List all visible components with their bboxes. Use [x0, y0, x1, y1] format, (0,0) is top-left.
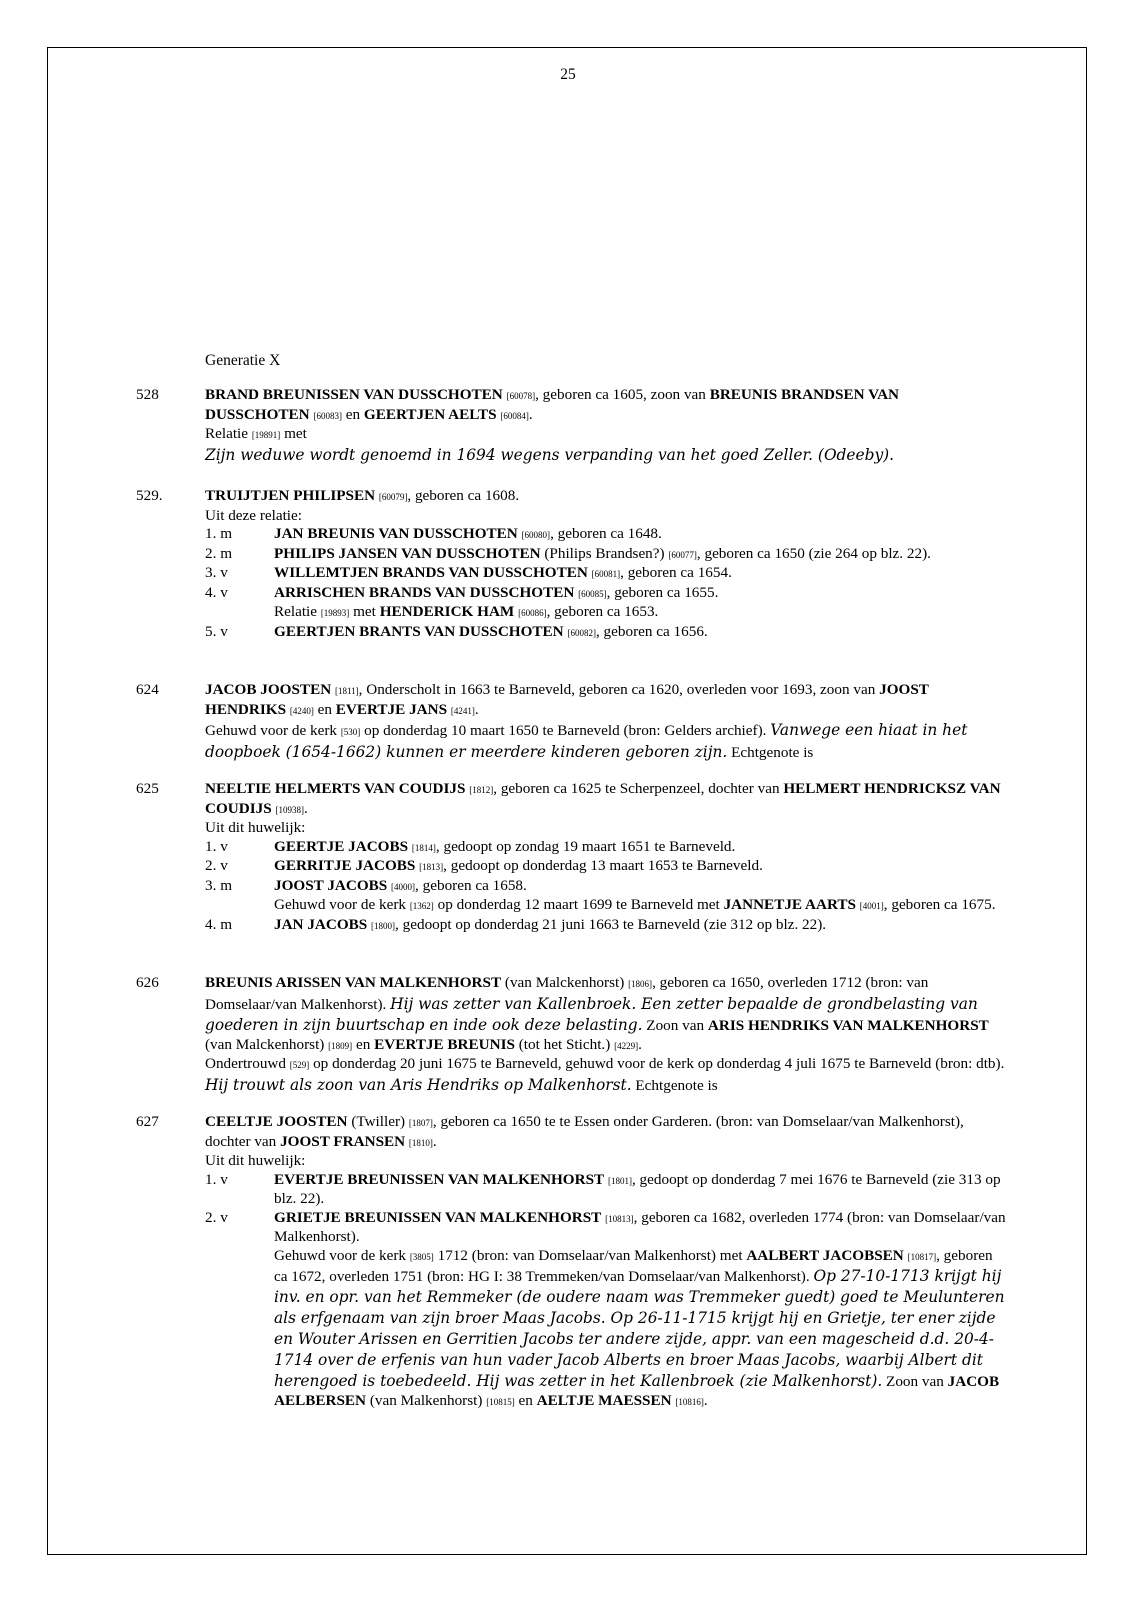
child-id: [1801] — [607, 1175, 632, 1186]
marriage-id: [1362] — [409, 901, 434, 911]
alias: (van Malkenhorst) — [366, 1392, 487, 1409]
partner-name: HENDERICK HAM — [379, 603, 515, 620]
child-id: [60085] — [578, 588, 607, 599]
relation-label: Relatie — [274, 603, 318, 620]
mother-name: EVERTJE JANS — [335, 700, 448, 718]
text: , geboren ca 1653. — [546, 603, 659, 620]
entry-626 — [136, 974, 1006, 1096]
child-name: JOOST JACOBS — [274, 876, 388, 894]
betrothal-id: [529] — [289, 1060, 310, 1070]
father-name: JOOST FRANSEN — [280, 1132, 406, 1150]
text: Zoon van — [642, 1016, 708, 1034]
text: en — [341, 405, 364, 423]
child-alias: (Philips Brandsen?) — [540, 544, 669, 562]
child-id: [10813] — [605, 1213, 634, 1224]
text: op donderdag 20 juni 1675 te Barneveld, gehuwd voor de kerk op donderdag 4 juli 1675 te Barneveld (bron: dtb). — [309, 1055, 1005, 1072]
entry-number: 529. — [136, 487, 163, 504]
entry-number: 627 — [136, 1113, 159, 1130]
generation-heading: Generatie X — [205, 352, 281, 369]
father-name: ARIS HENDRIKS VAN MALKENHORST — [707, 1016, 989, 1034]
text: . — [528, 405, 533, 423]
entry-number: 624 — [136, 681, 159, 698]
child-details: , geboren ca 1648. — [550, 525, 662, 542]
father-id: [1810] — [408, 1137, 433, 1148]
entry-624 — [136, 681, 1006, 763]
alias: (van Malckenhorst) — [205, 1035, 329, 1053]
child-name: ARRISCHEN BRANDS VAN DUSSCHOTEN — [274, 583, 575, 601]
text: , geboren ca 1650 te te Essen onder Garderen. (bron: van Domselaar/van Malkenhorst), dochter van — [205, 1113, 964, 1150]
text: met — [280, 425, 307, 442]
child-name: GEERTJE JACOBS — [274, 837, 409, 855]
child-row — [205, 564, 1006, 584]
text: . — [432, 1132, 437, 1150]
child-relation — [205, 603, 1006, 623]
mother-name: AELTJE MAESSEN — [536, 1392, 672, 1409]
mother-name: EVERTJE BREUNIS — [374, 1035, 515, 1053]
text: . — [303, 799, 308, 817]
relation-id: [19891] — [251, 430, 281, 440]
person-name: BREUNIS ARISSEN VAN MALKENHORST — [205, 974, 502, 991]
text: , geboren ca 1672, overleden 1751 (bron: HG I: 38 Tremmeken/van Domselaar/van Malkenhorst). — [274, 1246, 993, 1285]
text: , geboren ca 1605, zoon van — [535, 386, 710, 403]
note: Zijn weduwe wordt genoemd in 1694 wegens verpanding van het goed Zeller. (Odeeby). — [205, 445, 895, 464]
text: . — [474, 700, 479, 718]
father-name: JOOST HENDRIKS — [205, 681, 929, 718]
child-number: 5. v — [205, 622, 228, 640]
note: Hij trouwt als zoon van Aris Hendriks op Malkenhorst. — [205, 1075, 632, 1094]
entry-number: 626 — [136, 974, 159, 991]
child-row — [205, 916, 1006, 936]
child-number: 2. v — [205, 1208, 228, 1226]
note: Hij was zetter van Kallenbroek. Een zetter bepaalde de grondbelasting van goederen in zijn buurtschap en inde ook deze belasting. — [205, 994, 978, 1034]
father-name: BREUNIS BRANDSEN VAN DUSSCHOTEN — [205, 386, 900, 423]
child-name: JAN BREUNIS VAN DUSSCHOTEN — [274, 525, 518, 542]
child-number: 1. m — [205, 525, 233, 542]
text: . — [703, 1392, 708, 1409]
page-number: 25 — [560, 66, 576, 83]
spouse-name: AALBERT JACOBSEN — [746, 1246, 904, 1264]
marriage-label: Gehuwd voor de kerk — [274, 1246, 407, 1264]
marriage-label: Gehuwd voor de kerk — [274, 896, 407, 913]
text: . — [638, 1035, 642, 1053]
text: , Onderscholt in 1663 te Barneveld, geboren ca 1620, overleden voor 1693, zoon van — [358, 681, 876, 698]
father-name: HELMERT HENDRICKSZ VAN COUDIJS — [205, 780, 1001, 817]
note: Op 27-10-1713 krijgt hij inv. en opr. van het Remmeker (de oudere naam was Tremmeker guedt) goed te Meulunteren als erfgenaam van zijn broer Maas Jacobs. Op 26-11-1715 krijgt hij en Grietje, ter ener zijde en Wouter Arissen en Gerritien Jacobs ter andere zijde, appr. van een magescheid d.d. 20-4-1714 over de erfenis van hun vader Jacob Alberts en broer Maas Jacobs, waarbij Albert dit herengoed is toebedeeld. Hij was zetter in het Kallenbroek (zie Malkenhorst). — [274, 1267, 1005, 1390]
person-name: CEELTJE JOOSTEN — [205, 1113, 348, 1130]
spouse-label: Echtgenote is — [727, 743, 814, 761]
child-details: , geboren ca 1650 (zie 264 op blz. 22). — [696, 544, 931, 562]
mother-id: [4241] — [450, 705, 475, 716]
child-number: 2. m — [205, 544, 233, 562]
child-row — [205, 1171, 1006, 1209]
child-id: [4000] — [391, 881, 416, 892]
child-details: , geboren ca 1658. — [415, 876, 527, 894]
partner-id: [60086] — [518, 608, 547, 618]
text: met — [349, 603, 380, 620]
child-id: [60082] — [567, 627, 596, 638]
child-marriage — [205, 1247, 1006, 1412]
child-name: PHILIPS JANSEN VAN DUSSCHOTEN — [274, 544, 541, 562]
text: Zoon van — [882, 1373, 948, 1390]
text: en — [514, 1392, 537, 1409]
child-row — [205, 623, 1006, 643]
person-id: [1812] — [469, 785, 494, 795]
child-row — [205, 525, 1006, 545]
child-id: [60081] — [591, 569, 621, 579]
text: en — [352, 1035, 375, 1053]
child-number: 1. v — [205, 837, 228, 855]
text: 1712 (bron: van Domselaar/van Malkenhorst) met — [433, 1246, 747, 1264]
spouse-label: Echtgenote is — [631, 1076, 718, 1094]
mother-id: [60084] — [500, 410, 529, 421]
child-id: [1800] — [371, 920, 396, 931]
text: , geboren ca 1625 te Scherpenzeel, dochter van — [493, 780, 784, 797]
child-row — [205, 584, 1006, 604]
child-number: 3. m — [205, 876, 233, 894]
person-name: NEELTIE HELMERTS VAN COUDIJS — [205, 780, 466, 797]
child-row — [205, 1209, 1006, 1247]
child-number: 4. v — [205, 583, 228, 601]
person-id: [60078] — [506, 391, 536, 401]
marriage-id: [3805] — [409, 1251, 434, 1262]
betrothal-label: Ondertrouwd — [205, 1055, 286, 1072]
entry-528 — [136, 386, 1006, 466]
child-row — [205, 857, 1006, 877]
text: op donderdag 12 maart 1699 te Barneveld met — [433, 896, 724, 913]
father-name: JACOB AELBERSEN — [274, 1373, 1000, 1409]
children-header: Uit dit huwelijk: — [205, 819, 306, 836]
text: en — [313, 700, 336, 718]
child-details: , geboren ca 1654. — [620, 564, 732, 581]
alias: (Twiller) — [347, 1113, 409, 1130]
child-id: [60077] — [668, 549, 697, 560]
entry-627 — [136, 1113, 1006, 1412]
child-details: , gedoopt op donderdag 21 juni 1663 te Barneveld (zie 312 op blz. 22). — [395, 915, 827, 933]
relation-id: [19893] — [320, 608, 350, 618]
text: op donderdag 10 maart 1650 te Barneveld (bron: Gelders archief). — [360, 722, 771, 739]
person-name: TRUIJTJEN PHILIPSEN — [205, 487, 376, 504]
relation-label: Relatie — [205, 425, 249, 442]
father-id: [10938] — [275, 804, 304, 815]
marriage-id: [530] — [340, 727, 361, 737]
children-header: Uit deze relatie: — [205, 506, 302, 524]
entry-529 — [136, 487, 1006, 642]
child-row — [205, 838, 1006, 858]
person-name: BRAND BREUNISSEN VAN DUSSCHOTEN — [205, 386, 503, 403]
entry-number: 625 — [136, 780, 159, 797]
spouse-id: [4001] — [859, 901, 884, 911]
person-id: [1806] — [628, 979, 653, 989]
child-name: JAN JACOBS — [274, 915, 368, 933]
person-id: [1811] — [334, 686, 359, 696]
child-number: 4. m — [205, 915, 233, 933]
child-details: , geboren ca 1655. — [606, 583, 719, 601]
text: , geboren ca 1650, overleden 1712 (bron: van Domselaar/van Malkenhorst). — [205, 974, 929, 1013]
mother-name: GEERTJEN AELTS — [363, 405, 497, 423]
alias: (van Malckenhorst) — [501, 974, 629, 991]
mother-id: [10816] — [675, 1397, 704, 1407]
spouse-name: JANNETJE AARTS — [723, 896, 856, 913]
father-id: [10815] — [486, 1397, 515, 1407]
father-id: [1809] — [328, 1040, 353, 1051]
mother-id: [4229] — [614, 1040, 639, 1051]
child-name: EVERTJE BREUNISSEN VAN MALKENHORST — [274, 1170, 605, 1188]
child-name: GEERTJEN BRANTS VAN DUSSCHOTEN — [274, 622, 564, 640]
child-id: [1814] — [411, 842, 436, 853]
child-details: , gedoopt op zondag 19 maart 1651 te Barneveld. — [435, 837, 736, 855]
note: Vanwege een hiaat in het doopboek (1654-1662) kunnen er meerdere kinderen geboren zijn. — [205, 721, 968, 761]
child-number: 1. v — [205, 1170, 228, 1188]
person-name: JACOB JOOSTEN — [205, 681, 332, 698]
person-id: [60079] — [378, 492, 408, 502]
child-details: , gedoopt op donderdag 13 maart 1653 te Barneveld. — [443, 857, 763, 874]
child-id: [1813] — [419, 862, 444, 872]
text: , geboren ca 1608. — [407, 487, 520, 504]
alias: (tot het Sticht.) — [514, 1035, 615, 1053]
spouse-id: [10817] — [907, 1251, 937, 1262]
entry-number: 528 — [136, 386, 159, 403]
text: , geboren ca 1675. — [883, 896, 996, 913]
child-name: GERRITJE JACOBS — [274, 857, 416, 874]
child-marriage — [205, 896, 1006, 916]
marriage-label: Gehuwd voor de kerk — [205, 722, 338, 739]
child-name: WILLEMTJEN BRANDS VAN DUSSCHOTEN — [274, 564, 588, 581]
child-details: , gedoopt op donderdag 7 mei 1676 te Barneveld (zie 313 op blz. 22). — [274, 1170, 1001, 1207]
child-details: , geboren ca 1656. — [595, 622, 708, 640]
person-id: [1807] — [408, 1118, 433, 1128]
child-number: 2. v — [205, 857, 228, 874]
father-id: [4240] — [289, 705, 314, 716]
entry-625 — [136, 780, 1006, 935]
child-row — [205, 545, 1006, 565]
child-row — [205, 877, 1006, 897]
children-header: Uit dit huwelijk: — [205, 1152, 306, 1169]
child-details: , geboren ca 1682, overleden 1774 (bron: van Domselaar/van Malkenhorst). — [274, 1208, 1006, 1245]
child-number: 3. v — [205, 564, 228, 581]
child-id: [60080] — [521, 530, 551, 540]
child-name: GRIETJE BREUNISSEN VAN MALKENHORST — [274, 1208, 602, 1226]
father-id: [60083] — [313, 410, 342, 421]
